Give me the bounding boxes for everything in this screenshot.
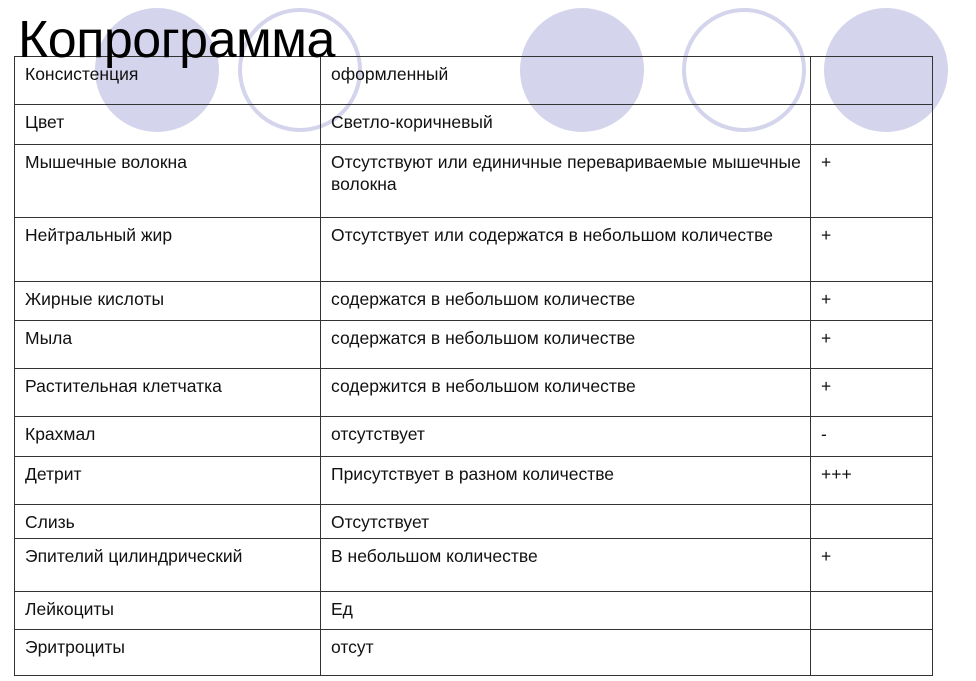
table-row [15, 369, 933, 417]
param-cell: Мышечные волокна [15, 145, 321, 218]
table-row [15, 539, 933, 592]
value-cell: Отсутствуют или единичные перевариваемые мышечные волокна [321, 145, 811, 218]
param-cell: Растительная клетчатка [15, 369, 321, 417]
param-cell: Мыла [15, 321, 321, 369]
table-row [15, 218, 933, 282]
coprogram-table-body [15, 57, 933, 676]
mark-cell: + [811, 321, 933, 369]
table-row [15, 145, 933, 218]
param-cell: Нейтральный жир [15, 218, 321, 282]
table-row [15, 282, 933, 321]
mark-cell: + [811, 282, 933, 321]
param-cell: Консистенция [15, 57, 321, 105]
param-cell: Крахмал [15, 417, 321, 457]
param-cell: Цвет [15, 105, 321, 145]
table-row [15, 457, 933, 505]
value-cell: Отсутствует [321, 505, 811, 539]
value-cell: содержится в небольшом количестве [321, 369, 811, 417]
value-cell: Ед [321, 592, 811, 630]
value-cell: отсут [321, 630, 811, 676]
mark-cell [811, 630, 933, 676]
table-row [15, 417, 933, 457]
param-cell: Лейкоциты [15, 592, 321, 630]
param-cell: Слизь [15, 505, 321, 539]
slide-title: Копрограмма [18, 11, 335, 69]
param-cell: Эритроциты [15, 630, 321, 676]
mark-cell: + [811, 218, 933, 282]
param-cell: Эпителий цилиндрический [15, 539, 321, 592]
value-cell: оформленный [321, 57, 811, 105]
table-row [15, 321, 933, 369]
mark-cell [811, 57, 933, 105]
value-cell: отсутствует [321, 417, 811, 457]
value-cell: содержатся в небольшом количестве [321, 282, 811, 321]
table-row [15, 592, 933, 630]
value-cell: Отсутствует или содержатся в небольшом количестве [321, 218, 811, 282]
mark-cell [811, 105, 933, 145]
value-cell: В небольшом количестве [321, 539, 811, 592]
param-cell: Жирные кислоты [15, 282, 321, 321]
value-cell: Светло-коричневый [321, 105, 811, 145]
table-row [15, 505, 933, 539]
table-row [15, 630, 933, 676]
table-row [15, 105, 933, 145]
mark-cell [811, 505, 933, 539]
mark-cell [811, 592, 933, 630]
coprogram-table [14, 56, 933, 676]
param-cell: Детрит [15, 457, 321, 505]
mark-cell: + [811, 145, 933, 218]
mark-cell: - [811, 417, 933, 457]
mark-cell: + [811, 539, 933, 592]
value-cell: содержатся в небольшом количестве [321, 321, 811, 369]
mark-cell: + [811, 369, 933, 417]
value-cell: Присутствует в разном количестве [321, 457, 811, 505]
mark-cell: +++ [811, 457, 933, 505]
